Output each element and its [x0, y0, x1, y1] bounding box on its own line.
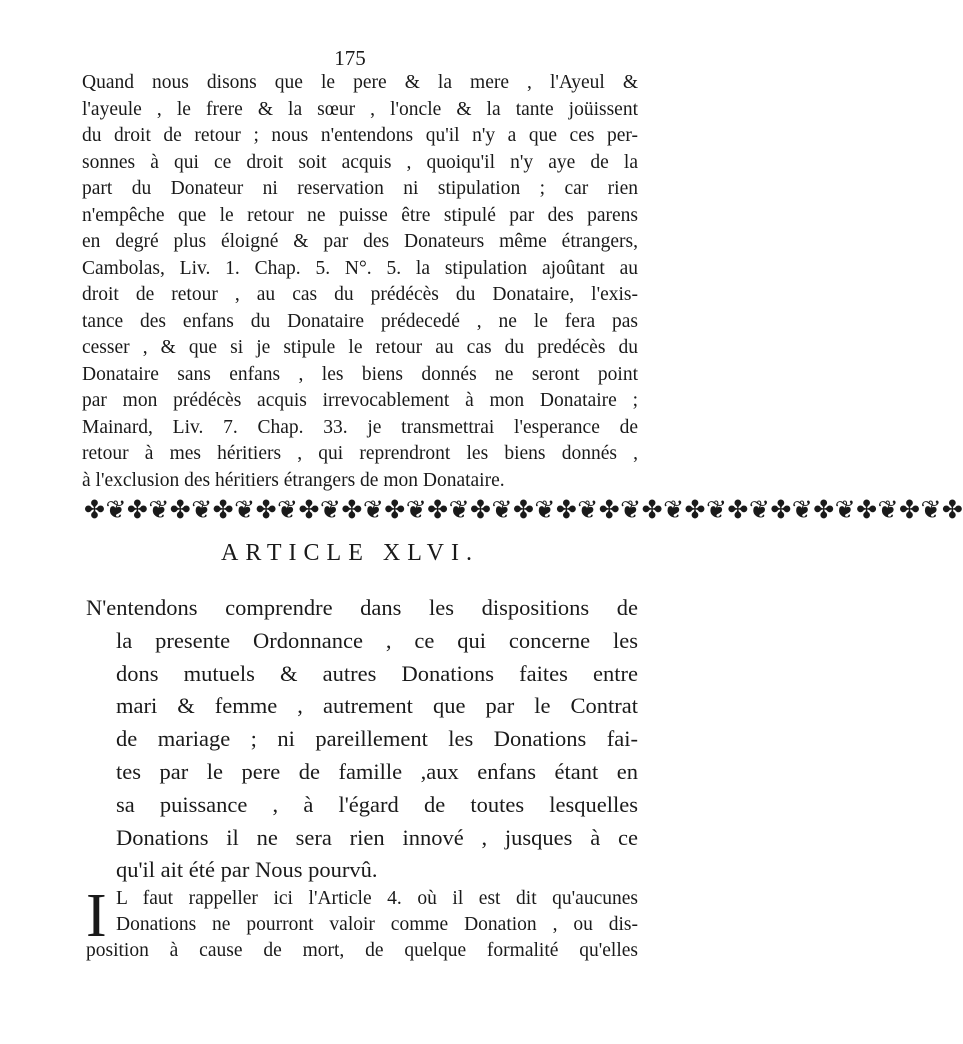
- article-line: dons mutuels & autres Donations faites entre: [116, 660, 638, 686]
- article-line: de mariage ; ni pareillement les Donations fai-: [116, 726, 638, 752]
- commentary-line: Cambolas, Liv. 1. Chap. 5. N°. 5. la stipulation ajoûtant au: [82, 257, 638, 279]
- gloss-paragraph: [86, 882, 638, 964]
- commentary-line: cesser , & que si je stipule le retour au cas du predécès du: [82, 337, 638, 358]
- gloss-line: Donations ne pourront valoir comme Donation , ou dis-: [116, 914, 638, 935]
- article-line: la presente Ordonnance , ce qui concerne les: [116, 627, 638, 653]
- article-text: [86, 592, 638, 887]
- article-line: N'entendons comprendre dans les dispositions de: [86, 595, 638, 620]
- commentary-line: retour à mes héritiers , qui reprendront les biens donnés ,: [82, 443, 638, 464]
- commentary-line: à l'exclusion des héritiers étrangers de mon Donataire.: [82, 469, 505, 491]
- article-heading: ARTICLE XLVI.: [221, 540, 479, 566]
- commentary-paragraph: [82, 70, 638, 494]
- gloss-line: position à cause de mort, de quelque formalité qu'elles: [86, 940, 638, 961]
- commentary-line: sonnes à qui ce droit soit acquis , quoiqu'il n'y aye de la: [82, 151, 638, 173]
- commentary-line: Donataire sans enfans , les biens donnés ne seront point: [82, 363, 638, 385]
- article-line: mari & femme , autrement que par le Contrat: [116, 693, 638, 719]
- drop-cap: I: [86, 882, 107, 950]
- commentary-line: tance des enfans du Donataire prédecedé , ne le fera pas: [82, 310, 638, 332]
- commentary-line: Mainard, Liv. 7. Chap. 33. je transmettrai l'esperance de: [82, 416, 638, 438]
- commentary-line: en degré plus éloigné & par des Donateurs même étrangers,: [82, 231, 638, 252]
- article-line: sa puissance , à l'égard de toutes lesquelles: [116, 791, 638, 817]
- page-number: 175: [334, 46, 366, 70]
- commentary-line: par mon prédécès acquis irrevocablement à mon Donataire ;: [82, 390, 638, 411]
- commentary-line: Quand nous disons que le pere & la mere , l'Ayeul &: [82, 72, 638, 93]
- article-line: tes par le pere de famille ,aux enfans étant en: [116, 758, 638, 784]
- commentary-line: part du Donateur ni reservation ni stipulation ; car rien: [82, 178, 638, 199]
- commentary-line: droit de retour , au cas du prédécès du Donataire, l'exis-: [82, 284, 638, 305]
- article-line: Donations il ne sera rien innové , jusques à ce: [116, 824, 638, 850]
- commentary-line: n'empêche que le retour ne puisse être stipulé par des parens: [82, 204, 638, 226]
- article-line: qu'il ait été par Nous pourvû.: [116, 857, 378, 883]
- commentary-line: l'ayeule , le frere & la sœur , l'oncle & la tante joüissent: [82, 98, 638, 120]
- gloss-line: L faut rappeller ici l'Article 4. où il est dit qu'aucunes: [116, 888, 638, 909]
- commentary-line: du droit de retour ; nous n'entendons qu'il n'y a que ces per-: [82, 125, 638, 146]
- fleuron-ornament-divider: ✤❦✤❦✤❦✤❦✤❦✤❦✤❦✤❦✤❦✤❦✤❦✤❦✤❦✤❦✤❦✤❦✤❦✤❦✤❦✤❦✤: [84, 497, 963, 524]
